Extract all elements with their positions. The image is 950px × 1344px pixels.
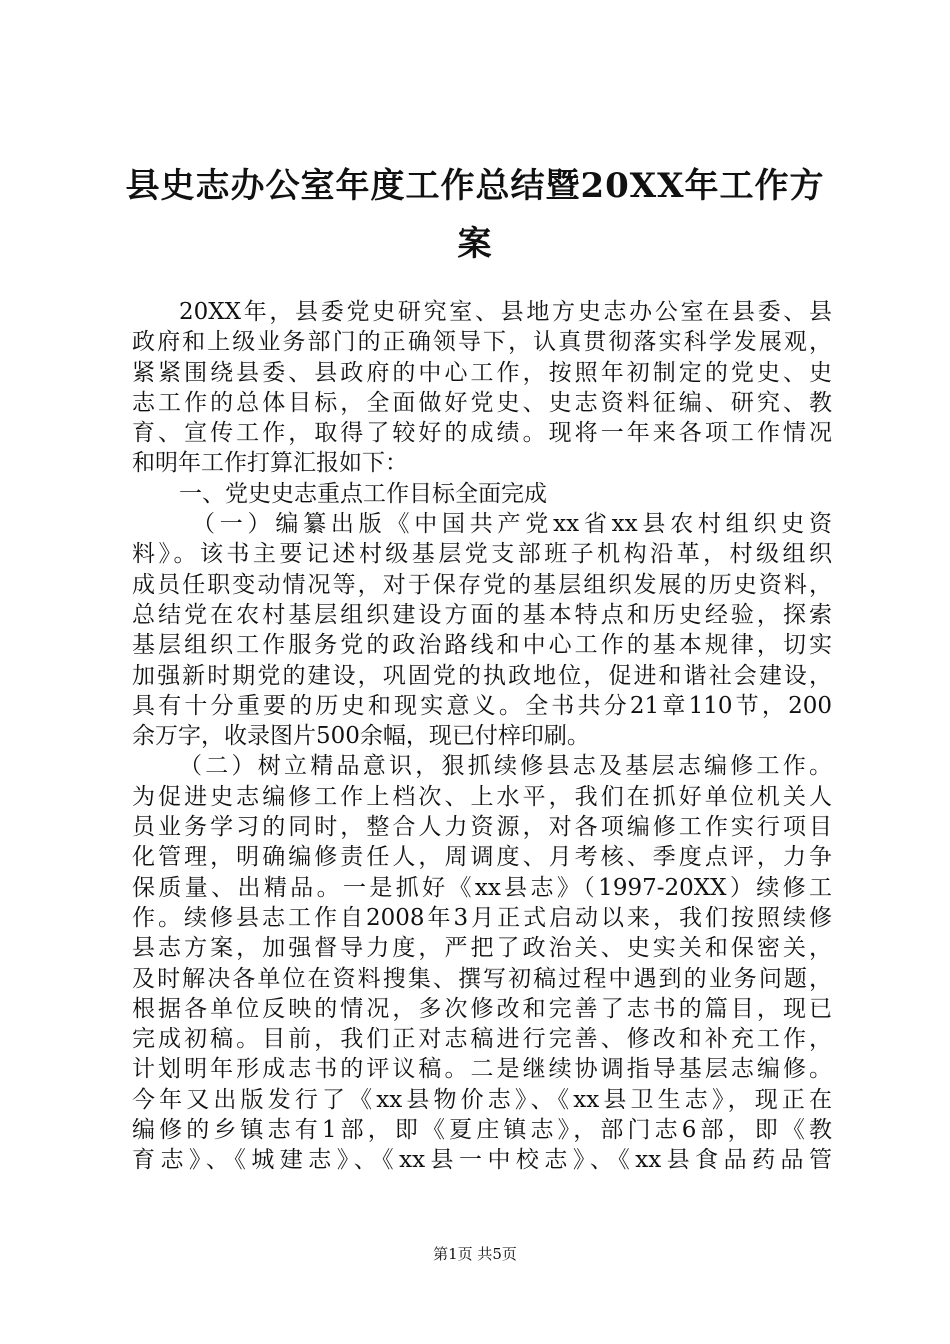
paragraph-line: 计划明年形成志书的评议稿。二是继续协调指导基层志编修。 bbox=[132, 1056, 832, 1083]
paragraph-line: 育志》、《城建志》、《xx县一中校志》、《xx县食品药品管 bbox=[132, 1147, 832, 1174]
paragraph-line: 具有十分重要的历史和现实意义。全书共分21章110节，200 bbox=[132, 692, 832, 719]
paragraph-line: 紧紧围绕县委、县政府的中心工作，按照年初制定的党史、史 bbox=[132, 359, 832, 386]
paragraph-line: 余万字，收录图片500余幅，现已付梓印刷。 bbox=[132, 723, 590, 750]
paragraph-line: （一）编纂出版《中国共产党xx省xx县农村组织史资 bbox=[192, 511, 832, 538]
document-title-line-2: 案 bbox=[457, 224, 493, 264]
paragraph-line: 政府和上级业务部门的正确领导下，认真贯彻落实科学发展观， bbox=[132, 329, 832, 356]
paragraph-line: 成员任职变动情况等，对于保存党的基层组织发展的历史资料， bbox=[132, 571, 832, 598]
paragraph-line: 志工作的总体目标，全面做好党史、史志资料征编、研究、教 bbox=[132, 389, 832, 416]
paragraph-line: 总结党在农村基层组织建设方面的基本特点和历史经验，探索 bbox=[132, 601, 832, 628]
page-number-footer: 第1页 共5页 bbox=[433, 1245, 517, 1263]
paragraph-line: 编修的乡镇志有1部，即《夏庄镇志》，部门志6部，即《教 bbox=[132, 1117, 832, 1144]
paragraph-line: 今年又出版发行了《xx县物价志》、《xx县卫生志》，现正在 bbox=[132, 1086, 832, 1113]
paragraph-line: 保质量、出精品。一是抓好《xx县志》（1997-20XX）续修工 bbox=[132, 874, 832, 901]
paragraph-line: 育、宣传工作，取得了较好的成绩。现将一年来各项工作情况 bbox=[132, 420, 832, 447]
document-title-line-1: 县史志办公室年度工作总结暨20XX年工作方 bbox=[125, 166, 825, 206]
paragraph-line: 为促进史志编修工作上档次、上水平，我们在抓好单位机关人 bbox=[132, 783, 832, 810]
paragraph-line: 及时解决各单位在资料搜集、撰写初稿过程中遇到的业务问题， bbox=[132, 965, 832, 992]
paragraph-line: 化管理，明确编修责任人，周调度、月考核、季度点评，力争 bbox=[132, 844, 832, 871]
paragraph-line: （二）树立精品意识，狠抓续修县志及基层志编修工作。 bbox=[179, 753, 832, 780]
paragraph-line: 基层组织工作服务党的政治路线和中心工作的基本规律，切实 bbox=[132, 632, 832, 659]
paragraph-line: 员业务学习的同时，整合人力资源，对各项编修工作实行项目 bbox=[132, 814, 832, 841]
paragraph-line: 完成初稿。目前，我们正对志稿进行完善、修改和补充工作， bbox=[132, 1026, 832, 1053]
paragraph-line: 料》。该书主要记述村级基层党支部班子机构沿革，村级组织 bbox=[132, 541, 832, 568]
section-heading: 一、党史史志重点工作目标全面完成 bbox=[179, 480, 547, 507]
paragraph-line: 20XX年，县委党史研究室、县地方史志办公室在县委、县 bbox=[179, 299, 832, 325]
paragraph-line: 加强新时期党的建设，巩固党的执政地位，促进和谐社会建设， bbox=[132, 662, 832, 689]
paragraph-line: 作。续修县志工作自2008年3月正式启动以来，我们按照续修 bbox=[132, 904, 832, 931]
paragraph-line: 根据各单位反映的情况，多次修改和完善了志书的篇目，现已 bbox=[132, 995, 832, 1022]
paragraph-line: 县志方案，加强督导力度，严把了政治关、史实关和保密关， bbox=[132, 935, 832, 962]
document-body bbox=[132, 297, 832, 1176]
paragraph-line: 和明年工作打算汇报如下： bbox=[132, 450, 408, 477]
